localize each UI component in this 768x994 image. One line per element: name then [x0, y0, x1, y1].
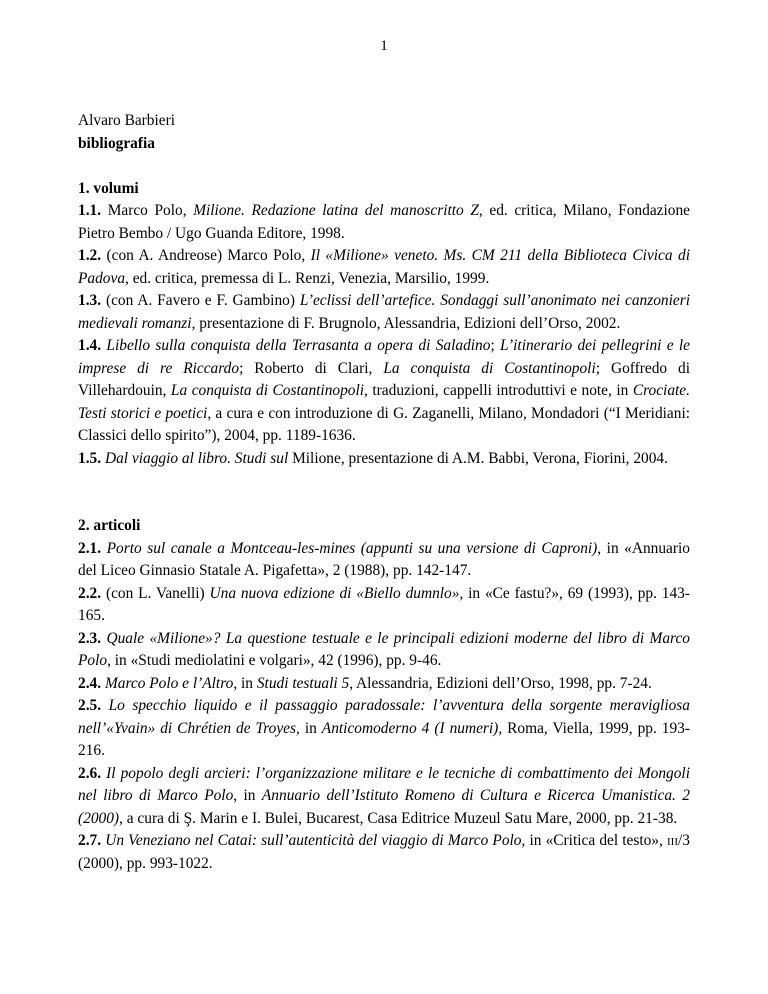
bibliography-entry — [78, 695, 690, 763]
entry-text: (con A. Favero e F. Gambino) — [101, 292, 300, 309]
entry-text: , in «Ce fastu?», 69 (1993), pp. 143-165. — [78, 584, 690, 624]
bibliography-sections — [78, 178, 690, 876]
bibliography-entry — [78, 628, 690, 673]
bibliography-entry — [78, 448, 690, 471]
bibliography-entry — [78, 583, 690, 628]
entry-title-text: Dal viaggio al libro. Studi sul — [104, 449, 289, 467]
entry-title-text: Crociate. Testi storici e poetici — [78, 382, 690, 422]
section-heading: 1. volumi — [78, 179, 139, 197]
entry-text: , Alessandria, Edizioni dell’Orso, 1998, pp. 7-24. — [349, 674, 652, 692]
entry-title-text: L’itinerario dei pellegrini e le imprese di re Riccardo — [78, 337, 690, 377]
entry-title-text: Libello sulla conquista della Terrasanta a opera di Saladino — [106, 337, 491, 354]
entry-title-text: Studi testuali 5 — [256, 674, 350, 692]
entry-number: 2.7. — [78, 832, 102, 849]
document-title: bibliografia — [78, 134, 155, 152]
bibliography-entry — [78, 830, 690, 875]
entry-number: 1.1. — [78, 202, 102, 219]
entry-text: ; Goffredo di Villehardouin, — [78, 359, 691, 399]
entry-number: 2.1. — [78, 539, 102, 557]
entry-text: (con L. Vanelli) — [101, 584, 210, 602]
entry-text: , in — [233, 674, 257, 692]
bibliography-content — [78, 110, 690, 875]
entry-text: Milione, presentazione di A.M. Babbi, Verona, Fiorini, 2004. — [288, 449, 668, 467]
entry-title-text: Il popolo degli arcieri: l’organizzazione militare e le tecniche di combattimento dei Mongoli nel libro di Marco Polo — [78, 764, 690, 804]
entry-number: 1.2. — [78, 247, 102, 264]
entry-text: , in — [233, 787, 262, 804]
bibliography-entry — [78, 673, 690, 696]
entry-title-text: Anticomoderno 4 (I numeri) — [321, 719, 499, 737]
entry-text: ; Roberto di Clari, — [239, 359, 384, 377]
entry-text: iii — [667, 832, 679, 849]
entry-title-text: Il «Milione» veneto. Ms. CM 211 della Biblioteca Civica di Padova — [78, 247, 690, 287]
entry-text: , Roma, Viella, 1999, pp. 193-216. — [78, 719, 691, 759]
entry-text: , in — [296, 719, 322, 737]
bibliography-entry — [78, 200, 690, 245]
entry-text: , ed. critica, Milano, Fondazione Pietro Bembo / Ugo Guanda Editore, 1998. — [78, 202, 690, 242]
entry-title-text: Quale «Milione»? La questione testuale e le principali edizioni moderne del libro di Marco Polo — [78, 629, 690, 669]
bibliography-entry — [78, 763, 690, 831]
entry-text: , in «Annuario del Liceo Ginnasio Statale A. Pigafetta», 2 (1988), pp. 142-147. — [78, 539, 690, 579]
entry-text: (con A. Andreose) Marco Polo, — [101, 247, 311, 264]
bibliography-entry — [78, 290, 690, 335]
bibliography-entry — [78, 335, 690, 448]
entry-text: /3 (2000), pp. 993-1022. — [78, 832, 690, 872]
bibliography-entry — [78, 245, 690, 290]
entry-text: , ed. critica, premessa di L. Renzi, Venezia, Marsilio, 1999. — [125, 269, 490, 287]
entry-title-text: Un Veneziano nel Catai: sull’autenticità del viaggio di Marco Polo — [105, 832, 522, 849]
entry-text: , traduzioni, cappelli introduttivi e note, in — [364, 382, 633, 399]
entry-number: 2.5. — [78, 697, 102, 714]
entry-text: ; — [490, 337, 501, 354]
section-heading: 2. articoli — [78, 517, 141, 534]
entry-title-text: Porto sul canale a Montceau-les-mines (appunti su una versione di Caproni) — [106, 539, 598, 557]
entry-text: , in «Critica del testo», — [521, 832, 668, 849]
entry-text: Marco Polo, — [101, 202, 194, 219]
entry-title-text: Marco Polo e l’Altro — [104, 674, 234, 692]
entry-title-text: Milione. Redazione latina del manoscritto Z — [193, 202, 479, 219]
entry-title-text: Lo specchio liquido e il passaggio paradossale: l’avventura della sorgente meravigliosa nell’«Yvain» di Chrétien de Troyes — [78, 697, 690, 737]
author-name: Alvaro Barbieri — [78, 112, 176, 129]
entry-number: 2.6. — [78, 764, 102, 782]
entry-number: 2.4. — [78, 674, 102, 692]
entry-text: , a cura e con introduzione di G. Zaganelli, Milano, Mondadori (“I Meridiani: Classici dello spirito”), 2004, pp. 1189-1636. — [78, 404, 690, 444]
entry-title-text: Annuario dell’Istituto Romeno di Cultura e Ricerca Umanistica. 2 (2000) — [78, 787, 690, 827]
entry-text — [101, 697, 109, 714]
entry-text: , presentazione di F. Brugnolo, Alessandria, Edizioni dell’Orso, 2002. — [191, 314, 621, 332]
entry-title-text: La conquista di Costantinopoli — [170, 382, 365, 399]
entry-title-text: L’eclissi dell’artefice. Sondaggi sull’anonimato nei canzonieri medievali romanzi — [78, 292, 690, 332]
page-number: 1 — [380, 38, 388, 54]
entry-text: , a cura di Ş. Marin e I. Bulei, Bucarest, Casa Editrice Muzeul Satu Mare, 2000, pp. 21-38. — [119, 809, 678, 827]
entry-title-text: Una nuova edizione di «Biello dumnlo» — [209, 584, 460, 602]
entry-title-text: La conquista di Costantinopoli — [383, 359, 596, 377]
entry-text: , in «Studi mediolatini e volgari», 42 (1996), pp. 9-46. — [107, 652, 442, 669]
entry-number: 1.4. — [78, 337, 102, 354]
bibliography-entry — [78, 538, 690, 583]
entry-number: 2.3. — [78, 629, 102, 647]
entry-number: 1.5. — [78, 449, 102, 467]
entry-number: 2.2. — [78, 584, 102, 602]
entry-number: 1.3. — [78, 292, 102, 309]
